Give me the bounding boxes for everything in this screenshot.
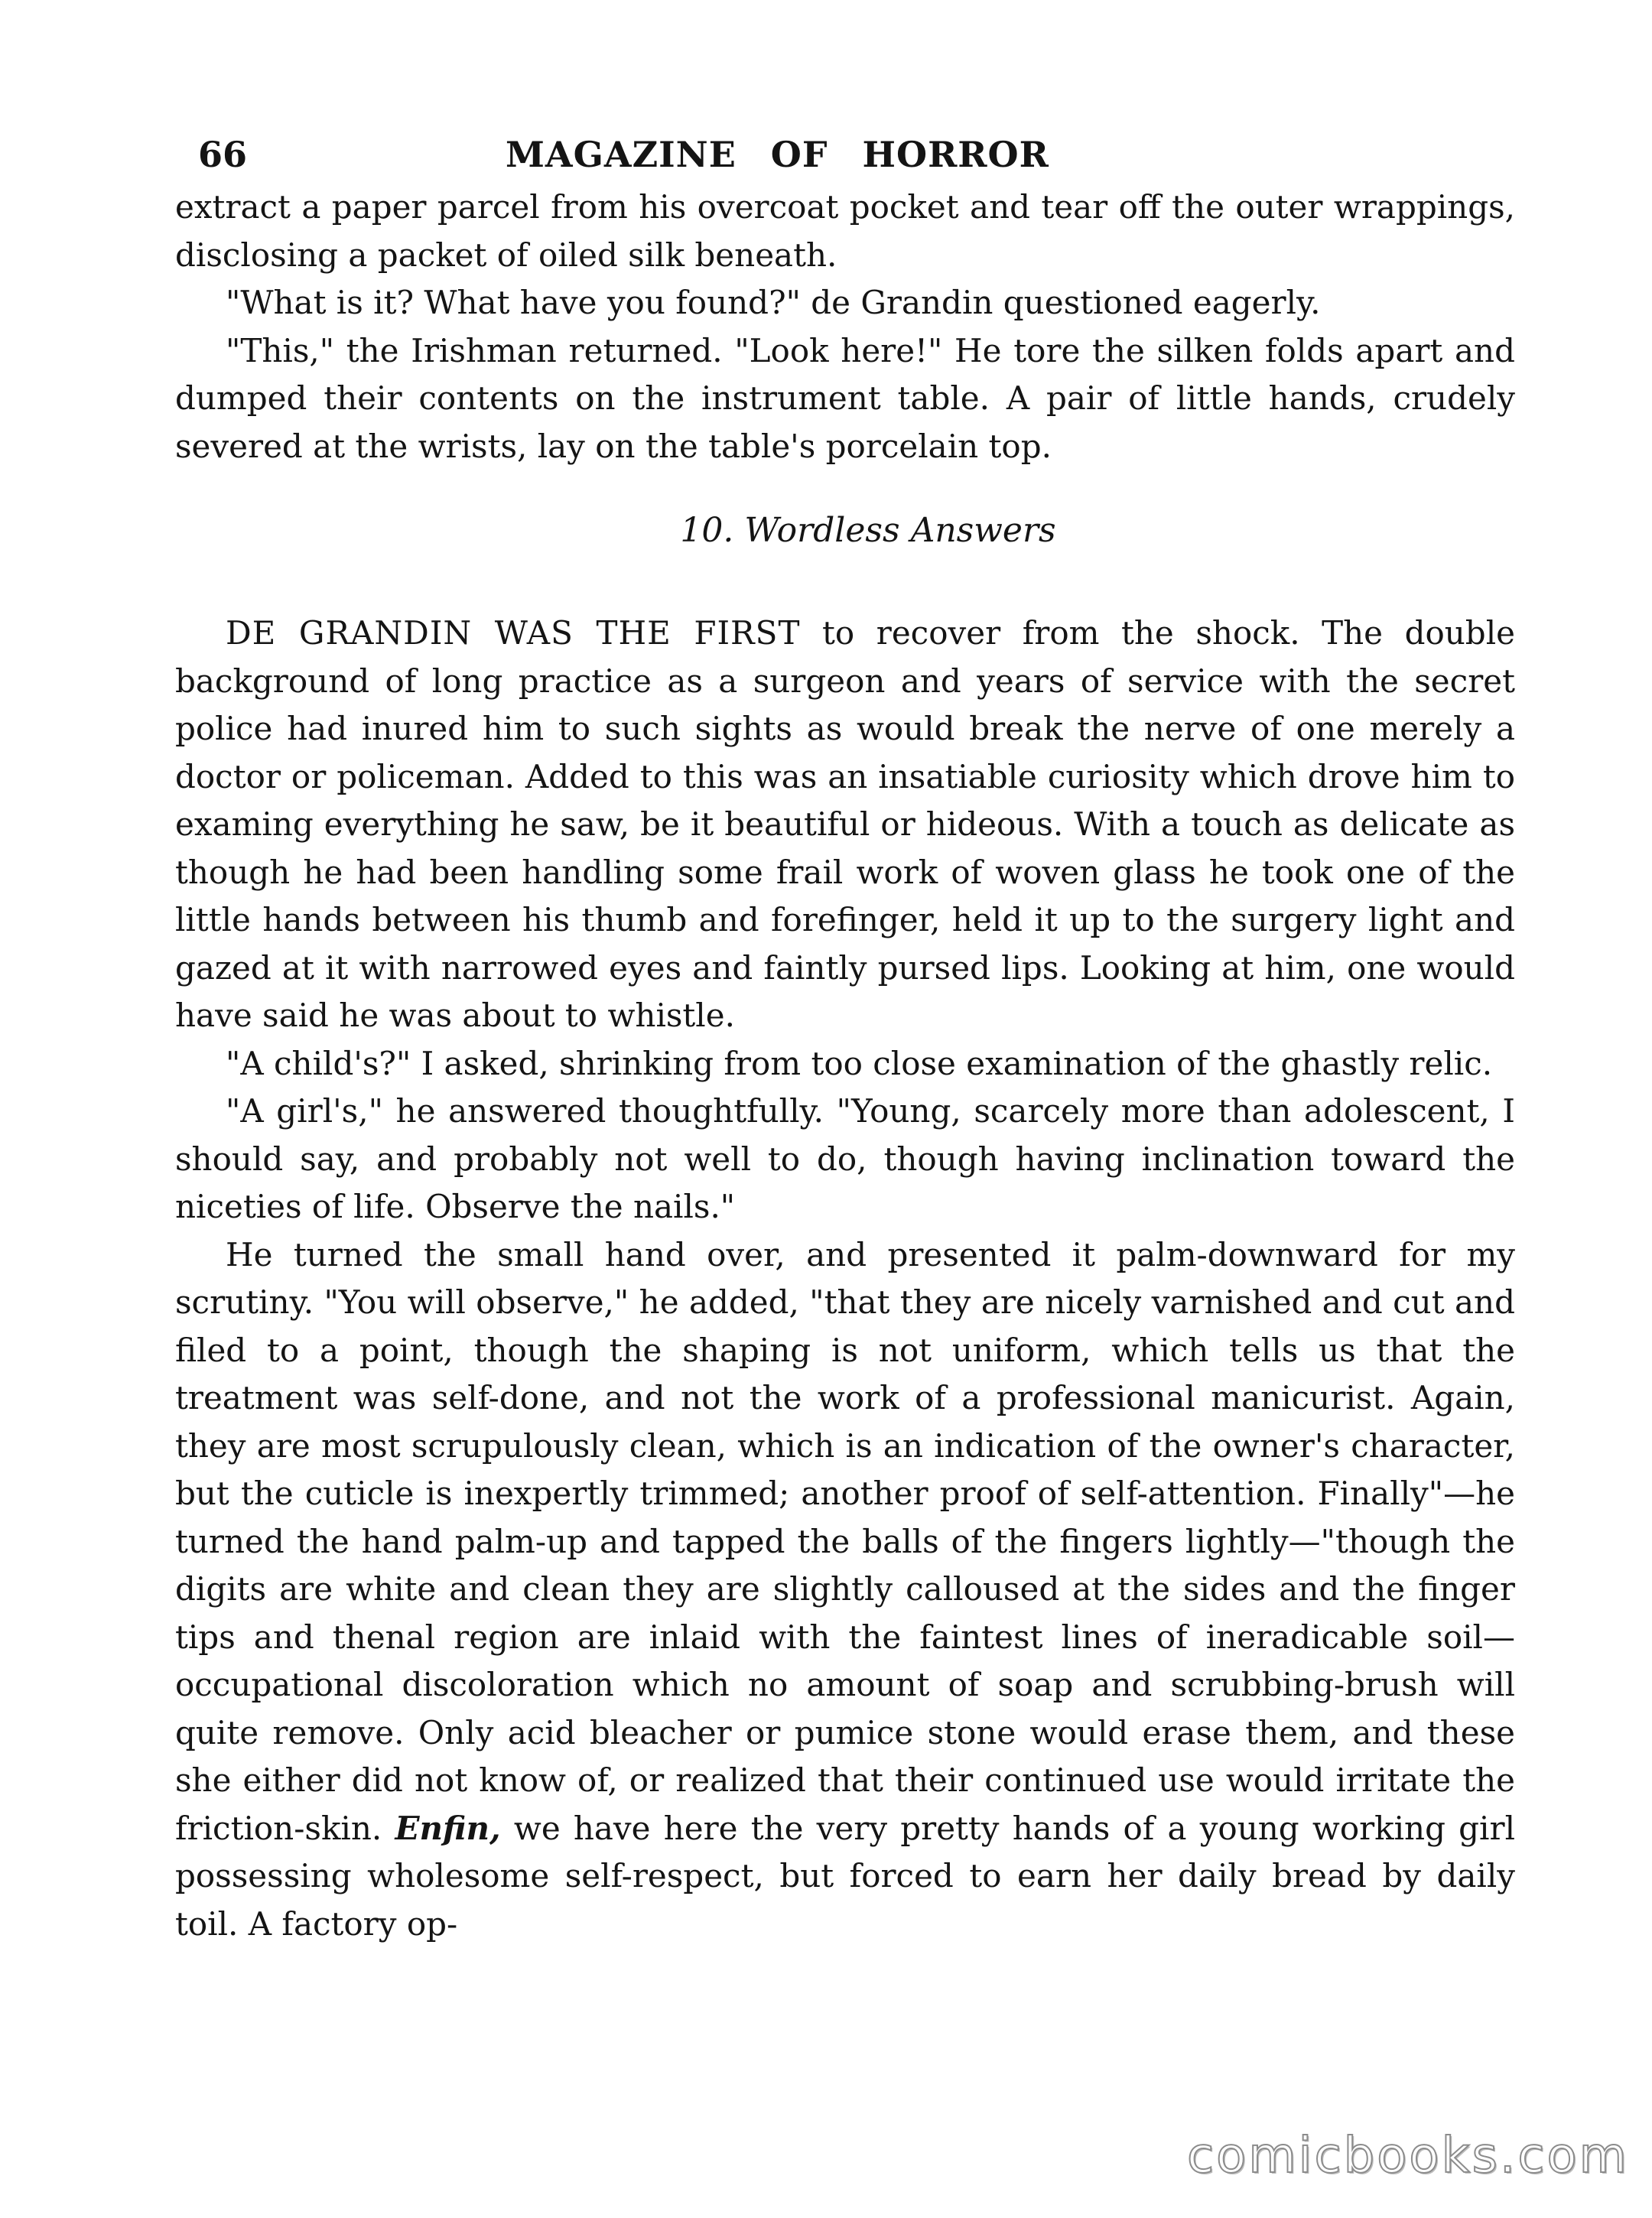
paragraph: "A child's?" I asked, shrinking from too close examination of the ghastly relic. <box>226 1044 1493 1082</box>
watermark: comicbooks.com <box>1186 2128 1629 2184</box>
paragraph-text: to recover from the shock. The double background of long practice as a surgeon and years of service with the secret police had inured him to such sights as would break the nerve of one merely a doctor or policeman. Added to this was an insatiable curiosity which drove him to examing everything he saw, be it beautiful or hideous. With a touch as delicate as though he had been handling some frail work of woven glass he took one of the little hands between his thumb and forefinger, held it up to the surgery light and gazed at it with narrowed eyes and faintly pursed lips. Looking at him, one would have said he was about to whistle. <box>175 614 1515 1034</box>
paragraph: "What is it? What have you found?" de Grandin questioned eagerly. <box>226 284 1321 321</box>
opening-caps: DE GRANDIN WAS THE FIRST <box>226 614 801 652</box>
paragraph-text: He turned the small hand over, and presented it palm-downward for my scrutiny. "You will observe," he added, "that they are nicely varnished and cut and filed to a point, though the shaping is not uniform, which tells us that the treatment was self-done, and not the work of a professional manicurist. Again, they are most scrupulously clean, which is an indication of the owner's character, but the cuticle is inexpertly trimmed; another proof of self-attention. Finally"—he turned the hand palm-up and tapped the balls of the fingers lightly—"though the digits are white and clean they are slightly calloused at the sides and the finger tips and thenal region are inlaid with the faintest lines of ineradicable soil—occupational discoloration which no amount of soap and scrubbing-brush will quite remove. Only acid bleacher or pumice stone would erase them, and these she either did not know of, or realized that their continued use would irritate the friction-skin. <box>175 1235 1515 1847</box>
page-number: 66 <box>198 134 248 175</box>
paragraph: extract a paper parcel from his overcoat pocket and tear off the outer wrappings, disclosing a packet of oiled silk beneath. <box>175 188 1515 274</box>
italic-word: Enfin, <box>395 1809 501 1847</box>
chapter-heading: 10. Wordless Answers <box>680 511 1056 550</box>
running-head <box>175 130 1515 179</box>
paragraph: "A girl's," he answered thoughtfully. "Young, scarcely more than adolescent, I should say, and probably not well to do, though having inclination toward the niceties of life. Observe the nails." <box>175 1092 1515 1225</box>
paragraph: "This," the Irishman returned. "Look here!" He tore the silken folds apart and dumped their contents on the instrument table. A pair of little hands, crudely severed at the wrists, lay on the table's porcelain top. <box>175 331 1515 465</box>
paragraph-text: we have here the very pretty hands of a young working girl possessing wholesome self-respect, but forced to earn her daily bread by daily toil. A factory op- <box>175 1809 1516 1943</box>
paragraph <box>175 1231 1515 1949</box>
magazine-page <box>175 130 1515 1948</box>
magazine-title: MAGAZINE OF HORROR <box>506 134 1049 175</box>
body-text <box>175 184 1515 1948</box>
chapter-opening-paragraph <box>175 610 1515 1040</box>
